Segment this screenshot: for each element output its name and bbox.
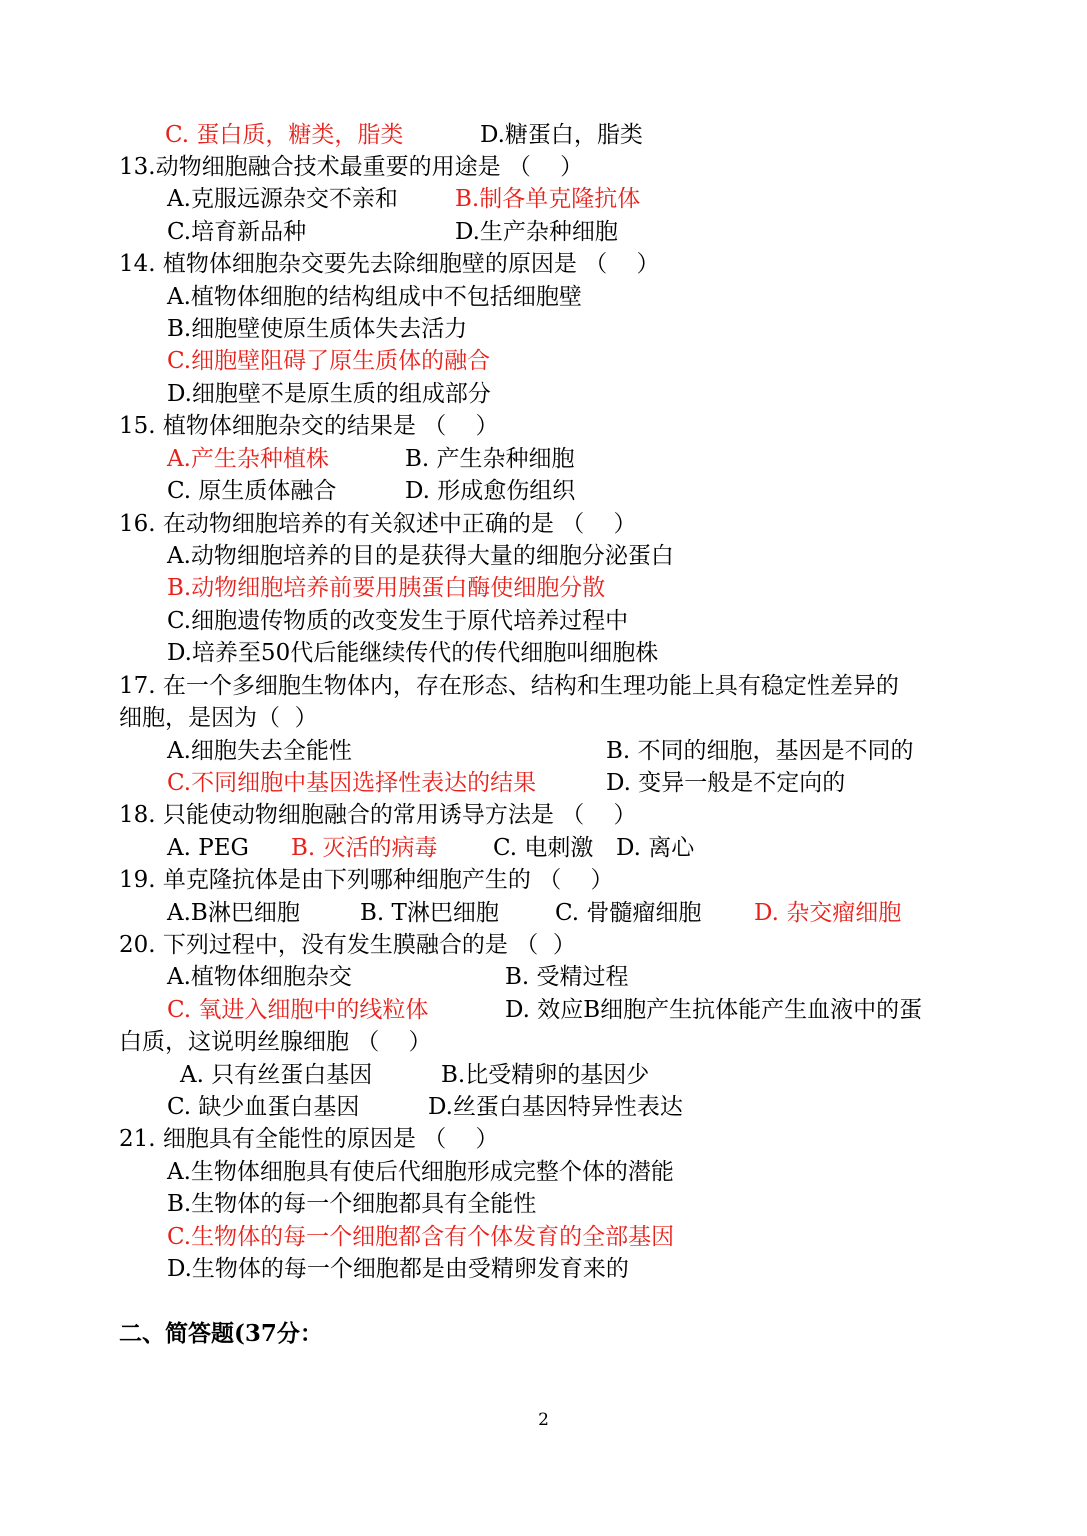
question-text: 18. 只能使动物细胞融合的常用诱导方法是 （ ） (119, 802, 637, 828)
question-text: 20. 下列过程中，没有发生膜融合的是 （ ） (119, 932, 576, 958)
question-text: C. 电刺激 (493, 835, 594, 861)
question-text: D. 变异一般是不定向的 (606, 770, 846, 796)
question-text: D. 离心 (616, 835, 695, 861)
question-text: 白质，这说明丝腺细胞 （ ） (119, 1029, 432, 1055)
question-text: A. 只有丝蛋白基因 (180, 1062, 373, 1088)
question-text: B. 受精过程 (505, 964, 629, 990)
question-text: D. 形成愈伤组织 (405, 478, 576, 504)
question-text: B. T淋巴细胞 (360, 900, 499, 926)
page-number: 2 (538, 1410, 549, 1430)
question-text: B.生物体的每一个细胞都具有全能性 (167, 1191, 537, 1217)
question-text: A.细胞失去全能性 (167, 738, 352, 764)
question-text: 细胞，是因为（ ） (119, 705, 318, 731)
question-text: D.培养至50代后能继续传代的传代细胞叫细胞株 (167, 640, 659, 666)
answer-text: B. 灭活的病毒 (291, 835, 438, 861)
question-text: C. 原生质体融合 (167, 478, 337, 504)
question-text: C.细胞遗传物质的改变发生于原代培养过程中 (167, 608, 629, 634)
question-text: A.植物体细胞的结构组成中不包括细胞壁 (167, 284, 582, 310)
question-text: C. 骨髓瘤细胞 (555, 900, 702, 926)
question-text: A.克服远源杂交不亲和 (167, 186, 398, 212)
question-text: D. 效应B细胞产生抗体能产生血液中的蛋 (505, 997, 923, 1023)
section-heading: 二、简答题(37分： (119, 1320, 323, 1347)
question-text: B.细胞壁使原生质体失去活力 (167, 316, 468, 342)
question-text: B. 产生杂种细胞 (405, 446, 575, 472)
question-text: 19. 单克隆抗体是由下列哪种细胞产生的 （ ） (119, 867, 614, 893)
question-text: 15. 植物体细胞杂交的结果是 （ ） (119, 413, 499, 439)
question-text: 17. 在一个多细胞生物体内，存在形态、结构和生理功能上具有稳定性差异的 (119, 673, 899, 699)
question-text: 13.动物细胞融合技术最重要的用途是 （ ） (119, 154, 584, 180)
question-text: 16. 在动物细胞培养的有关叙述中正确的是 （ ） (119, 511, 637, 537)
answer-text: C.不同细胞中基因选择性表达的结果 (167, 770, 537, 796)
answer-text: C.细胞壁阻碍了原生质体的融合 (167, 348, 491, 374)
question-text: C. 缺少血蛋白基因 (167, 1094, 360, 1120)
question-text: A.B淋巴细胞 (167, 900, 300, 926)
question-text: A.动物细胞培养的目的是获得大量的细胞分泌蛋白 (167, 543, 674, 569)
question-text: C.培育新品种 (167, 219, 307, 245)
answer-text: C. 氧进入细胞中的线粒体 (167, 997, 429, 1023)
answer-text: A.产生杂种植株 (167, 446, 329, 472)
question-text: B.比受精卵的基因少 (441, 1062, 650, 1088)
question-text: D.糖蛋白，脂类 (480, 122, 643, 148)
question-text: A.生物体细胞具有使后代细胞形成完整个体的潜能 (167, 1159, 674, 1185)
question-text: A.植物体细胞杂交 (167, 964, 352, 990)
answer-text: C. 蛋白质，糖类，脂类 (165, 122, 404, 148)
answer-text: B.制各单克隆抗体 (455, 186, 641, 212)
question-text: D.丝蛋白基因特异性表达 (428, 1094, 683, 1120)
question-text: 14. 植物体细胞杂交要先去除细胞壁的原因是 （ ） (119, 251, 660, 277)
question-text: D.细胞壁不是原生质的组成部分 (167, 381, 491, 407)
answer-text: C.生物体的每一个细胞都含有个体发育的全部基因 (167, 1224, 675, 1250)
question-text: 21. 细胞具有全能性的原因是 （ ） (119, 1126, 499, 1152)
question-text: A. PEG (167, 835, 249, 861)
question-text: B. 不同的细胞，基因是不同的 (606, 738, 914, 764)
question-text: D.生物体的每一个细胞都是由受精卵发育来的 (167, 1256, 629, 1282)
question-text: D.生产杂种细胞 (455, 219, 618, 245)
answer-text: D. 杂交瘤细胞 (754, 900, 902, 926)
answer-text: B.动物细胞培养前要用胰蛋白酶使细胞分散 (167, 575, 606, 601)
